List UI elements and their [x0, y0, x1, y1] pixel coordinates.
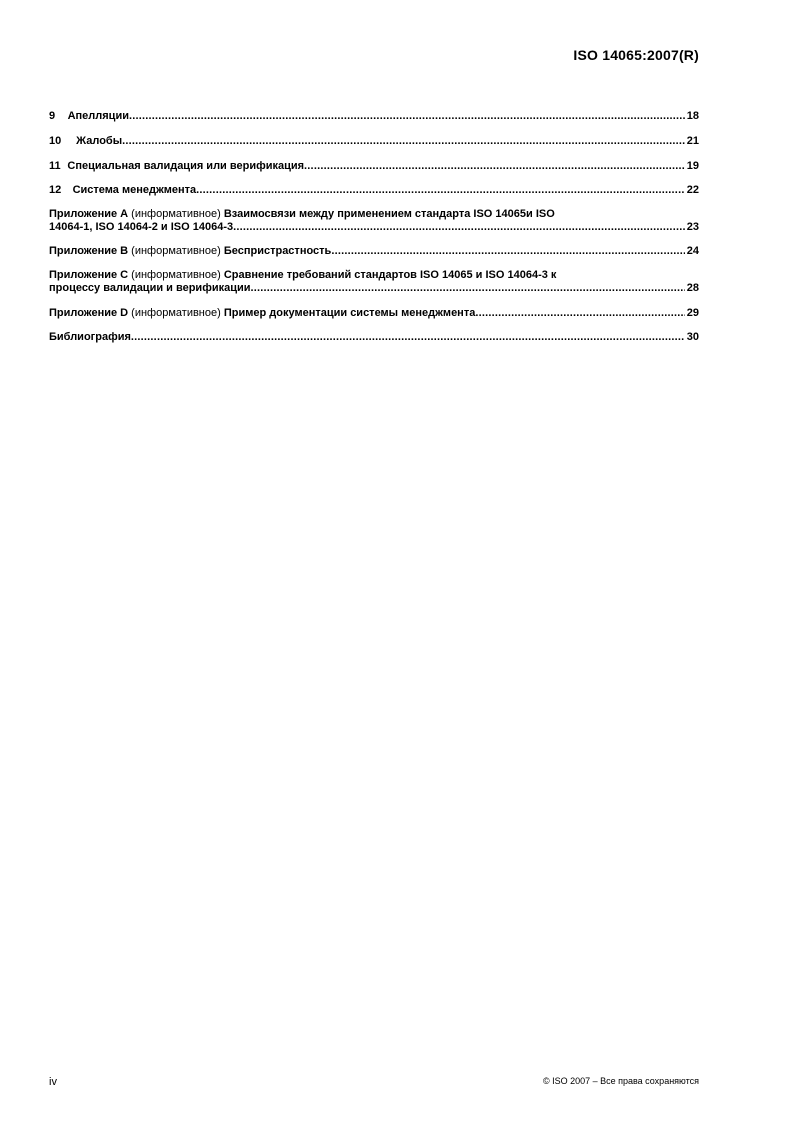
annex-title-line2: 14064-1, ISO 14064-2 и ISO 14064-3 [49, 221, 234, 233]
toc-entry-page: 19 [686, 160, 699, 172]
toc-entry-page: 28 [686, 282, 699, 294]
toc-entry-annex-d[interactable] [49, 307, 699, 320]
toc-entry-page: 24 [686, 245, 699, 257]
toc-leader-dots [122, 135, 685, 148]
toc-leader-dots [233, 221, 685, 234]
annex-note: (информативное) [131, 307, 221, 319]
toc-leader-dots [331, 245, 684, 258]
toc-entry-annex-b[interactable] [49, 245, 699, 258]
document-id-header: ISO 14065:2007(R) [573, 47, 699, 63]
toc-entry-bibliography[interactable] [49, 331, 699, 344]
toc-entry-number: 9 [49, 110, 56, 122]
toc-leader-dots [475, 307, 684, 320]
annex-title: Беспристрастность [223, 245, 332, 257]
toc-entry-page: 30 [686, 331, 699, 343]
annex-title: Пример документации системы менеджмента [223, 307, 476, 319]
toc-entry-page: 23 [686, 221, 699, 233]
toc-entry-number: 10 [49, 135, 62, 147]
toc-entry-title: Библиография [49, 331, 131, 343]
toc-entry-number: 12 [49, 184, 62, 196]
annex-note: (информативное) [131, 245, 221, 257]
page-number: iv [49, 1076, 57, 1088]
toc-entry-number: 11 [49, 160, 61, 172]
annex-label: Приложение A [49, 208, 129, 220]
copyright-notice: © ISO 2007 – Все права сохраняются [542, 1076, 699, 1086]
toc-entry-12[interactable] [49, 184, 699, 197]
annex-label: Приложение D [49, 307, 129, 319]
toc-leader-dots [129, 110, 685, 123]
toc-entry-annex-a[interactable] [49, 208, 699, 234]
toc-entry-page: 22 [686, 184, 699, 196]
annex-title-line2: процессу валидации и верификации [49, 282, 251, 294]
toc-leader-dots [196, 184, 685, 197]
annex-title-line1: Взаимосвязи между применением стандарта ISO 14065и ISO [223, 208, 555, 220]
toc-entry-annex-c[interactable] [49, 269, 699, 295]
annex-note: (информативное) [131, 208, 221, 220]
toc-leader-dots [251, 282, 685, 295]
toc-entry-10[interactable] [49, 135, 699, 148]
toc-entry-11[interactable] [49, 160, 699, 173]
toc-entry-title: Апелляции [67, 110, 129, 122]
toc-entry-title: Жалобы [76, 135, 123, 147]
annex-title-line1: Сравнение требований стандартов ISO 14065 и ISO 14064-3 к [223, 269, 557, 281]
toc-entry-page: 29 [686, 307, 699, 319]
toc-entry-title: Система менеджмента [72, 184, 197, 196]
toc-leader-dots [304, 160, 685, 173]
annex-label: Приложение C [49, 269, 129, 281]
toc-entry-title: Специальная валидация или верификация [67, 160, 305, 172]
annex-label: Приложение B [49, 245, 129, 257]
toc-leader-dots [131, 331, 685, 344]
toc-entry-page: 21 [686, 135, 699, 147]
toc-entry-9[interactable] [49, 110, 699, 123]
annex-note: (информативное) [131, 269, 221, 281]
toc-entry-page: 18 [686, 110, 699, 122]
